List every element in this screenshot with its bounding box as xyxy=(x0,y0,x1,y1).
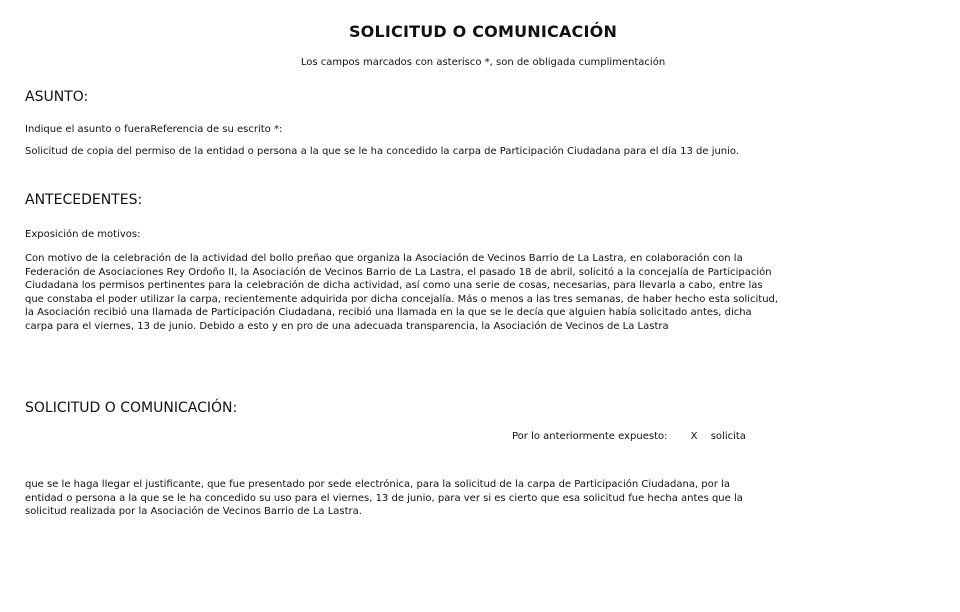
solicita-intro: Por lo anteriormente expuesto: xyxy=(512,431,668,442)
document-title: SOLICITUD O COMUNICACIÓN xyxy=(348,22,618,41)
text-line: Con motivo de la celebración de la actividad del bollo preñao que organiza la Asociación de Vecinos Barrio de La Lastra, en colaboración con la xyxy=(25,253,743,264)
text-line: que se le haga llegar el justificante, que fue presentado por sede electrónica, para la solicitud de la carpa de Participación Ciudadana, por la xyxy=(25,479,730,490)
text-line: la Asociación recibió una llamada de Participación Ciudadana, recibió una llamada en la que se le decía que alguien había solicitado antes, dicha xyxy=(25,307,752,319)
solicita-row xyxy=(512,431,746,442)
text-line: entidad o persona a la que se le ha concedido su uso para el viernes, 13 de junio, para ver si es cierto que esa solicitud fue hecha antes que la xyxy=(25,492,743,504)
exposicion-motivos-text xyxy=(25,252,778,334)
asunto-field-label: Indique el asunto o fueraReferencia de su escrito *: xyxy=(25,124,283,135)
solicitud-heading: SOLICITUD O COMUNICACIÓN: xyxy=(25,400,238,416)
text-line: solicitud realizada por la Asociación de Vecinos Barrio de La Lastra. xyxy=(25,506,362,518)
text-line: que constaba el poder utilizar la carpa, recientemente adquirida por dicha concejalía. Más o menos a las tres semanas, de haber hecho esta solicitud, xyxy=(25,293,779,305)
asunto-heading: ASUNTO: xyxy=(25,89,89,105)
solicitud-text xyxy=(25,478,743,519)
solicita-checkmark: X xyxy=(690,431,698,442)
asunto-field-value: Solicitud de copia del permiso de la entidad o persona a la que se le ha concedido la carpa de Participación Ciudadana para el día 13 de junio. xyxy=(25,146,740,157)
exposicion-motivos-label: Exposición de motivos: xyxy=(25,229,141,240)
solicita-verb: solicita xyxy=(710,431,746,442)
required-fields-note: Los campos marcados con asterisco *, son de obligada cumplimentación xyxy=(300,57,666,68)
text-line: Federación de Asociaciones Rey Ordoño II, la Asociación de Vecinos Barrio de La Lastra, el pasado 18 de abril, solicitó a la concejalía de Participación xyxy=(25,266,772,278)
antecedentes-heading: ANTECEDENTES: xyxy=(25,192,143,208)
text-line: carpa para el viernes, 13 de junio. Debido a esto y en pro de una adecuada transparencia, la Asociación de Vecinos de La Lastra xyxy=(25,320,669,332)
text-line: Ciudadana los permisos pertinentes para la celebración de dicha actividad, así como una serie de cosas, necesarias, para llevarla a cabo, entre las xyxy=(25,280,763,292)
